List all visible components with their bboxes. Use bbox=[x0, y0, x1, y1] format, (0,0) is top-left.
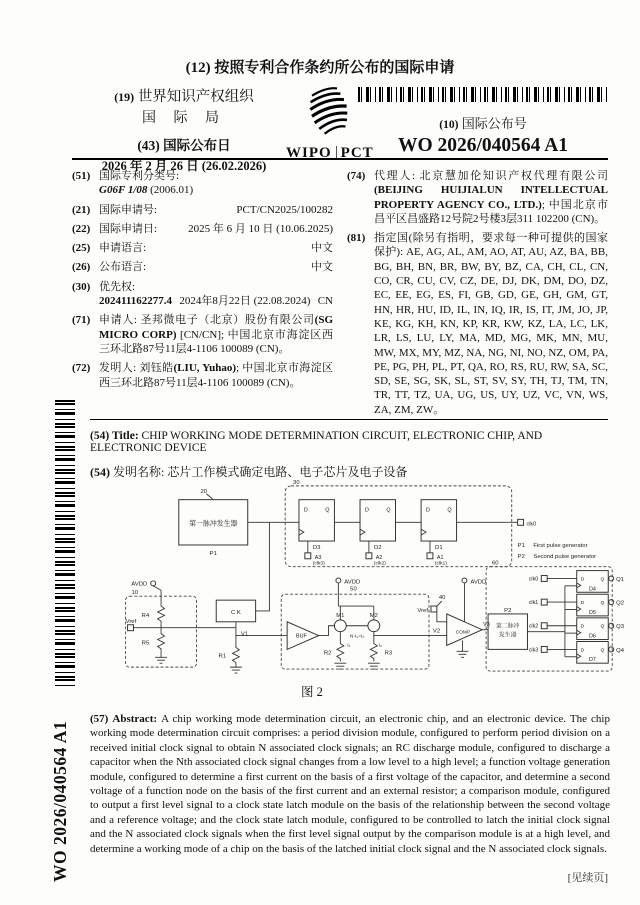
issuing-organization bbox=[86, 85, 282, 174]
clk3-label: clk3 bbox=[528, 647, 539, 654]
designated-states-label: 指定国 bbox=[374, 232, 409, 245]
avdd-label: AVDD bbox=[344, 579, 361, 586]
d7-label: D7 bbox=[589, 657, 596, 664]
rc-discharge-module bbox=[216, 600, 255, 673]
clock-state-latch-module bbox=[486, 561, 625, 671]
q-port: Q bbox=[600, 601, 605, 607]
ref-40: 40 bbox=[438, 595, 446, 602]
agent-name-en: (BEIJING HUIJIALUN INTELLECTUAL PROPERTY AGENCY CO., LTD.) bbox=[374, 184, 608, 211]
d-port: D bbox=[580, 624, 585, 630]
p2-name-line1: 第二脉冲 bbox=[495, 623, 520, 630]
r2-label: R2 bbox=[323, 650, 332, 657]
buf-label: BUF bbox=[296, 633, 307, 640]
d-port: D bbox=[580, 648, 585, 654]
p2-name-line2: 发生器 bbox=[498, 632, 517, 639]
current-equation-label: N·I₁=I₂ bbox=[349, 634, 365, 640]
d-port: D bbox=[580, 601, 585, 607]
period-division-module bbox=[285, 480, 536, 567]
clk1-paren-label: (clk1) bbox=[434, 561, 447, 567]
biblio-right-column bbox=[347, 169, 608, 422]
vref-label: Vref bbox=[417, 607, 428, 614]
application-number: PCT/CN2025/100282 bbox=[236, 203, 333, 216]
field-10-number: (10) bbox=[439, 119, 459, 131]
title-zh-label: 发明名称: bbox=[110, 465, 168, 479]
d-port: D bbox=[580, 577, 585, 583]
agent-name-zh: 北京慧加伦知识产权代理有限公司 bbox=[419, 170, 608, 182]
field-25-filing-language: (25) 申请语言: 中文 bbox=[72, 242, 333, 255]
figure-legend bbox=[518, 543, 597, 560]
field-21-application-number: (21) 国际申请号: PCT/CN2025/100282 bbox=[72, 203, 333, 216]
p2-ref: P2 bbox=[504, 607, 512, 614]
circuit-diagram bbox=[92, 478, 632, 675]
r4-label: R4 bbox=[141, 612, 150, 619]
d-port: D bbox=[303, 507, 308, 514]
flipflop-d6 bbox=[529, 618, 625, 640]
q2-output-label: Q2 bbox=[616, 600, 625, 607]
avdd-label: AVDD bbox=[131, 581, 148, 588]
q-port: Q bbox=[325, 507, 330, 514]
first-pulse-generator-block bbox=[179, 489, 299, 611]
header-divider bbox=[72, 158, 608, 160]
inventor-name-zh: 刘钰皓 bbox=[139, 362, 174, 375]
ref-20: 20 bbox=[200, 488, 208, 495]
clk2-paren-label: (clk2) bbox=[373, 561, 386, 567]
applicant-name-zh: 圣邦微电子（北京）股份有限公司 bbox=[140, 314, 315, 327]
q-port: Q bbox=[600, 577, 605, 583]
d-port: D bbox=[364, 507, 369, 514]
figure-2 bbox=[92, 478, 632, 700]
designated-states-list: AE, AG, AL, AM, AO, AT, AU, AZ, BA, BB, BG, BH, BN, BR, BW, BY, BZ, CA, CH, CL, CN, CO, CR, CU, CV, CZ, DE, DJ, DK, DM, DO, DZ, EC, EE, EG, ES, FI, GB, GD, GE, GH, GM, GT, HN, HR, HU, ID, IL, IN, IQ, IR, IS, IT, JM, JO, JP, KE, KG, KH, KN, KP, KR, KW, KZ, LA, LC, LK, LR, LS, LU, LY, MA, MD, MG, MK, MN, MU, MW, MX, MY, MZ, NA, NG, NI, NO, NZ, OM, PA, PE, PG, PH, PL, PT, QA, RO, RS, RU, RW, SA, SC, SD, SE, SG, SK, SL, ST, SV, SY, TH, TJ, TM, TN, TR, TT, TZ, UA, UG, US, UY, UZ, VC, VN, WS, ZA, ZM, ZW。 bbox=[374, 246, 608, 416]
a1-label: A1 bbox=[436, 554, 444, 561]
d4-label: D4 bbox=[589, 586, 596, 593]
figure-caption: 图 2 bbox=[301, 685, 323, 699]
designated-states-note: (除另有指明，要求每一种可提供的国家保护): bbox=[374, 232, 609, 259]
flipflop-d5 bbox=[529, 594, 624, 616]
field-22-filing-date: (22) 国际申请日: 2025 年 6 月 10 日 (10.06.2025) bbox=[72, 222, 333, 235]
organization-name: 世界知识产权组织 bbox=[137, 89, 254, 105]
clk1-label: clk1 bbox=[528, 600, 539, 607]
comp-label: COMP bbox=[455, 630, 471, 636]
field-71-applicant: (71) 申请人: 圣邦微电子（北京）股份有限公司(SG MICRO CORP) [CN/CN]; 中国北京市海淀区西三环北路87号11层4-1106 100089 (CN)。 bbox=[72, 314, 334, 355]
q-port: Q bbox=[386, 507, 391, 514]
flipflop-d1 bbox=[421, 500, 456, 567]
legend-p2-desc: Second pulse generator bbox=[533, 553, 597, 560]
publication-type-line: (12) 按照专利合作条约所公布的国际申请 bbox=[185, 60, 455, 76]
application-number-label: 国际申请号: bbox=[99, 203, 158, 216]
a2-label: A2 bbox=[375, 554, 383, 561]
avdd-label: AVDD bbox=[470, 579, 487, 586]
m2-label: M2 bbox=[369, 612, 378, 619]
abstract-text: A chip working mode determination circuit, an electronic chip, and an electronic device. The chip working mode determination circuit comprises: a period division module, configured to perform period division on a received initial clock signal to obtain N associated clock signals; an RC discharge module, configured to discharge a capacitor when the Nth associated clock signal changes from a low level to a high level; a function voltage generation module, configured to determine a first current on the basis of a first voltage of the capacitor, and determine a second voltage of a function node on the basis of the first current and an external resistor; a comparison module, configured to output a first level signal to a clock state latch module on the basis of the relationship between the second voltage and a reference voltage; and the clock state latch module, configured to be controlled to latch the initial clock signal and the N associated clock signals when the first level signal output by the comparison module is at a high level, and determine a working mode of a chip on the basis of the latched initial clock signal and the N associated clock signals. bbox=[90, 713, 610, 855]
bibliographic-data bbox=[72, 169, 608, 422]
publication-number-vertical: WO 2026/040564 A1 bbox=[50, 720, 70, 882]
title-zh: 芯片工作模式确定电路、电子芯片及电子设备 bbox=[167, 465, 408, 479]
q3-output-label: Q3 bbox=[616, 624, 625, 631]
d5-label: D5 bbox=[589, 609, 596, 616]
q-port: Q bbox=[600, 624, 605, 630]
d6-label: D6 bbox=[589, 633, 596, 640]
legend-p2-key: P2 bbox=[517, 553, 525, 560]
title-en: CHIP WORKING MODE DETERMINATION CIRCUIT, ELECTRONIC CHIP, AND ELECTRONIC DEVICE bbox=[90, 430, 543, 454]
d-port: D bbox=[426, 507, 430, 514]
ref-50: 50 bbox=[350, 586, 357, 593]
legend-p1-key: P1 bbox=[517, 542, 525, 549]
ipc-label: 国际专利分类号: bbox=[99, 170, 180, 182]
d1-label: D1 bbox=[435, 544, 443, 551]
i1-label: I₁ bbox=[347, 643, 351, 649]
wipo-pct-wordmark: WIPO PCT bbox=[286, 145, 374, 161]
publication-language-label: 公布语言: bbox=[99, 261, 147, 274]
ref-30: 30 bbox=[293, 479, 300, 486]
priority-application-number: 202411162277.4 bbox=[99, 295, 173, 308]
legend-p1-desc: First pulse generator bbox=[533, 542, 588, 549]
publication-date: 2026 年 2 月 26 日 (26.02.2026) bbox=[101, 159, 267, 173]
barcode-vertical bbox=[55, 400, 75, 688]
publication-language: 中文 bbox=[311, 261, 333, 274]
international-bureau: 国 际 局 bbox=[142, 111, 226, 126]
publication-number-label: 国际公布号 bbox=[461, 116, 527, 131]
field-30-priority: (30) 优先权: 202411162277.4 2024年8月22日 (22.08.2024) CN bbox=[72, 280, 333, 308]
r1-label: R1 bbox=[218, 653, 227, 660]
agent-label: 代理人: bbox=[374, 170, 420, 182]
ck-label: C K bbox=[230, 609, 241, 616]
inventor-label: 发明人: bbox=[99, 362, 140, 375]
title-block bbox=[90, 419, 608, 480]
flipflop-d2 bbox=[360, 500, 395, 567]
priority-label: 优先权: bbox=[99, 280, 136, 293]
field-54-number: (54) bbox=[90, 430, 110, 442]
m1-label: M1 bbox=[336, 612, 345, 619]
abstract-label: Abstract: bbox=[112, 713, 162, 725]
filing-language-label: 申请语言: bbox=[99, 242, 147, 255]
flipflop-d4 bbox=[529, 571, 624, 593]
field-26-publication-language: (26) 公布语言: 中文 bbox=[72, 261, 333, 274]
ipc-class: G06F 1/08 bbox=[99, 184, 148, 197]
field-54-number-zh: (54) bbox=[90, 465, 110, 479]
q-port: Q bbox=[447, 507, 452, 514]
q1-output-label: Q1 bbox=[616, 576, 625, 583]
q-port: Q bbox=[600, 648, 605, 654]
biblio-left-column bbox=[72, 169, 333, 422]
filing-date: 2025 年 6 月 10 日 (10.06.2025) bbox=[188, 222, 333, 235]
priority-country: CN bbox=[317, 295, 333, 308]
ref-10: 10 bbox=[131, 590, 139, 597]
filing-language: 中文 bbox=[311, 242, 333, 255]
title-en-label: Title: bbox=[112, 430, 142, 442]
d2-label: D2 bbox=[373, 544, 382, 551]
v3-label: V3 bbox=[483, 621, 490, 628]
abstract bbox=[90, 712, 610, 856]
field-19-number: (19) bbox=[114, 90, 135, 104]
field-57-number: (57) bbox=[90, 713, 109, 725]
clk0-input-label: clk0 bbox=[526, 521, 537, 528]
field-72-inventor: (72) 发明人: 刘钰皓(LIU, Yuhao); 中国北京市海淀区西三环北路87号11层4-1106 100089 (CN)。 bbox=[72, 362, 334, 389]
p1-name: 第一脉冲发生器 bbox=[189, 520, 238, 528]
vref-label: Vref bbox=[125, 618, 137, 625]
inventor-address: ; 中国北京市海淀区西三环北路87号11层4-1106 100089 (CN)。 bbox=[99, 362, 334, 389]
applicant-label: 申请人: bbox=[99, 314, 141, 327]
inventor-name-en: (LIU, Yuhao) bbox=[173, 362, 237, 375]
applicant-address: [CN/CN]; 中国北京市海淀区西三环北路87号11层4-1106 100089 (CN)。 bbox=[99, 328, 333, 355]
r3-label: R3 bbox=[384, 650, 393, 657]
v1-label: V1 bbox=[240, 631, 249, 638]
v2-label: V2 bbox=[432, 628, 441, 635]
a3-label: A3 bbox=[314, 554, 322, 561]
comparison-module bbox=[417, 578, 489, 657]
filing-date-label: 国际申请日: bbox=[99, 222, 158, 235]
clk3-paren-label: (clk3) bbox=[312, 561, 325, 567]
agent-address: ; 中国北京市昌平区昌盛路12号院2号楼3层311 102200 (CN)。 bbox=[374, 198, 608, 225]
flipflop-d3 bbox=[299, 500, 334, 567]
clk2-label: clk2 bbox=[528, 623, 539, 630]
wipo-globe-icon bbox=[302, 86, 356, 138]
field-81-designated-states: (81) 指定国(除另有指明，要求每一种可提供的国家保护): AE, AG, AL, AM, AO, AT, AU, AZ, BA, BB, BG, BH, BN, BR, BW, BY, BZ, CA, CH, CL, CN, CO, CR, CU, CV, CZ, DE, DJ, DK, DM, DO, DZ, EC, EE, EG, ES, FI, GB, GD, GE, GH, GM, GT, HN, HR, HU, ID, IL, IN, IQ, IR, IS, IT, JM, JO, JP, KE, KG, KH, KN, KP, KR, KW, KZ, LA, LC, LK, LR, LS, LU, LY, MA, MD, MG, MK, MN, MU, MW, MX, MY, MZ, NA, NG, NI, NO, NZ, OM, PA, PE, PG, PH, PL, PT, QA, RO, RS, RU, RW, SA, SC, SD, SE, SG, SK, SL, ST, SV, SY, TH, TJ, TM, TN, TR, TT, TZ, UA, UG, US, UY, UZ, VC, VN, WS, ZA, ZM, ZW。 bbox=[347, 232, 609, 416]
priority-date: 2024年8月22日 (22.08.2024) bbox=[179, 295, 311, 308]
p1-ref: P1 bbox=[209, 550, 217, 557]
field-74-agent: (74) 代理人: 北京慧加伦知识产权代理有限公司 (BEIJING HUIJIALUN INTELLECTUAL PROPERTY AGENCY CO., LTD.); 中国北京市昌平区昌盛路12号院2号楼3层311 102200 (CN)。 bbox=[347, 170, 608, 225]
ipc-version: (2006.01) bbox=[147, 184, 194, 197]
continued-note: [见续页] bbox=[567, 872, 608, 884]
applicant-name-en: (SG MICRO CORP) bbox=[99, 314, 334, 341]
i2-label: I₂ bbox=[378, 643, 383, 649]
q4-output-label: Q4 bbox=[616, 647, 625, 654]
publication-date-label: (43) 国际公布日 bbox=[137, 138, 231, 153]
r5-label: R5 bbox=[141, 640, 150, 647]
publication-number-block bbox=[358, 87, 608, 157]
function-voltage-module bbox=[236, 578, 447, 669]
ref-60: 60 bbox=[492, 560, 499, 567]
clk0-label: clk0 bbox=[528, 576, 539, 583]
flipflop-d7 bbox=[529, 642, 625, 664]
barcode-horizontal bbox=[358, 87, 608, 102]
field-51-ipc: (51) 国际专利分类号: G06F 1/08 (2006.01) bbox=[72, 170, 194, 197]
d3-label: D3 bbox=[312, 544, 321, 551]
publication-number: WO 2026/040564 A1 bbox=[397, 135, 569, 156]
